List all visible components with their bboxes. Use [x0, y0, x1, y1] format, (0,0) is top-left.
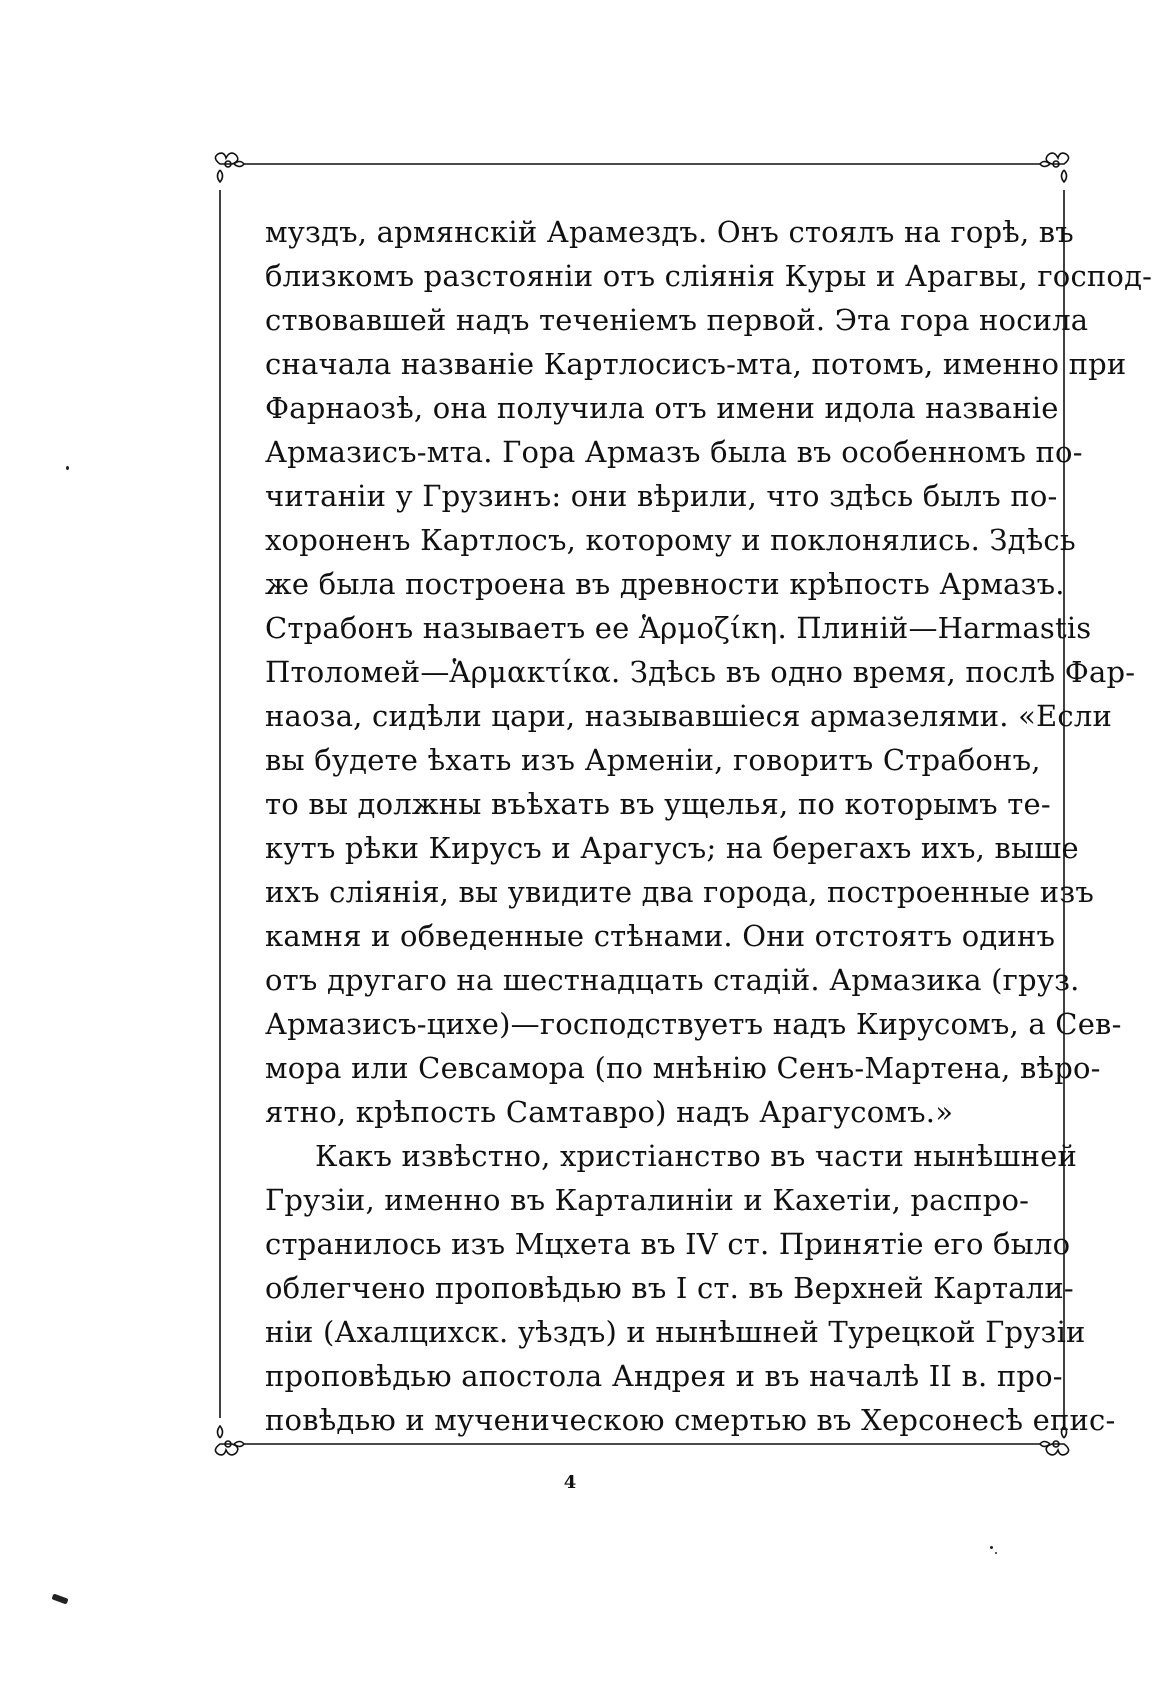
text-line: Армазисъ-цихе)—господствуетъ надъ Кирусомъ, а Сев- — [265, 1007, 1122, 1041]
scan-speck — [990, 1546, 993, 1549]
text-line: проповѣдью апостола Андрея и въ началѣ II в. про- — [265, 1359, 1063, 1393]
text-line: кутъ рѣки Кирусъ и Арагусъ; на берегахъ ихъ, выше — [265, 831, 1079, 865]
text-line: ствовавшей надъ теченіемъ первой. Эта гора носила — [265, 303, 1089, 337]
text-line: то вы должны въѣхать въ ущелья, по которымъ те- — [265, 787, 1051, 821]
scan-speck — [51, 1593, 68, 1604]
text-line: Армазисъ-мта. Гора Армазъ была въ особенномъ по- — [265, 435, 1083, 469]
text-line: Грузіи, именно въ Карталиніи и Кахетіи, распро- — [265, 1183, 1030, 1217]
text-line: ихъ сліянія, вы увидите два города, построенные изъ — [265, 875, 1094, 909]
text-line: облегчено проповѣдью въ I ст. въ Верхней Картали- — [265, 1271, 1074, 1305]
text-line: читаніи у Грузинъ: они вѣрили, что здѣсь былъ по- — [265, 479, 1058, 513]
text-line: камня и обведенные стѣнами. Они отстоятъ одинъ — [265, 919, 1056, 953]
page-number: 4 — [563, 1472, 577, 1493]
text-line: Птоломей—Ἁρμακτίκα. Здѣсь въ одно время, послѣ Фар- — [265, 655, 1136, 689]
text-line: сначала названіе Картлосисъ-мта, потомъ, именно при — [265, 347, 1127, 381]
text-line: близкомъ разстояніи отъ сліянія Куры и Арагвы, господ- — [265, 259, 1152, 293]
text-line: мора или Севсамора (по мнѣнію Сенъ-Мартена, вѣро- — [265, 1051, 1101, 1085]
text-line: муздъ, армянскій Арамездъ. Онъ стоялъ на горѣ, въ — [265, 215, 1074, 249]
main-text-block — [265, 210, 1152, 1442]
text-line: повѣдью и мученическою смертью въ Херсонесѣ епис- — [265, 1403, 1116, 1437]
scan-speck — [66, 466, 69, 470]
text-line: вы будете ѣхать изъ Арменіи, говоритъ Страбонъ, — [265, 743, 1041, 777]
text-line: Фарнаозѣ, она получила отъ имени идола названіе — [265, 391, 1059, 425]
text-line: же была построена въ древности крѣпость Армазъ. — [265, 567, 1065, 601]
text-line: странилось изъ Мцхета въ IV ст. Принятіе его было — [265, 1227, 1071, 1261]
paragraph-start-line: Какъ извѣстно, христіанство въ части нынѣшней — [315, 1139, 1078, 1173]
text-line: наоза, сидѣли цари, называвшіеся армазелями. «Если — [265, 699, 1113, 733]
text-line: ніи (Ахалцихск. уѣздъ) и нынѣшней Турецкой Грузіи — [265, 1315, 1086, 1349]
text-line: отъ другаго на шестнадцать стадій. Армазика (груз. — [265, 963, 1080, 997]
text-line: хороненъ Картлосъ, которому и поклонялись. Здѣсь — [265, 523, 1076, 557]
scan-speck — [995, 1552, 997, 1554]
text-line: ятно, крѣпость Самтавро) надъ Арагусомъ.» — [265, 1095, 954, 1129]
text-line: Страбонъ называетъ ее Ἁρμοζίκη. Плиній—Harmastis — [265, 611, 1092, 645]
